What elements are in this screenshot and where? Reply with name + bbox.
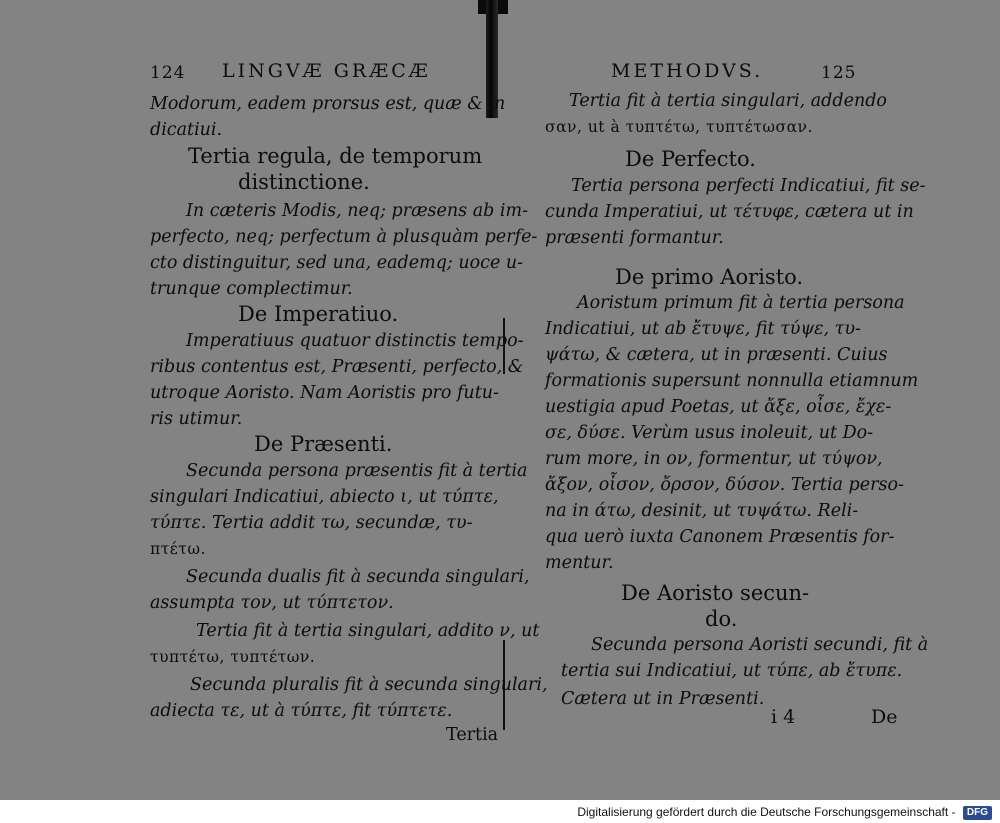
funding-credit-text: Digitalisierung gefördert durch die Deutsche Forschungsgemeinschaft - bbox=[577, 805, 956, 820]
text-line: uestigia apud Poetas, ut ἄξε, οἶσε, ἔχε- bbox=[545, 397, 892, 417]
section-heading: De Imperatiuo. bbox=[238, 302, 399, 326]
text-line: In cæteris Modis, neq; præsens ab im- bbox=[186, 201, 529, 221]
funding-credit-bar bbox=[0, 802, 1000, 823]
left-running-head: LINGVÆ GRÆCÆ bbox=[222, 60, 431, 82]
text-line: cunda Imperatiui, ut τέτυφε, cætera ut in bbox=[545, 202, 914, 222]
text-line: Tertia persona perfecti Indicatiui, fit se- bbox=[571, 176, 926, 196]
text-line: ris utimur. bbox=[150, 409, 243, 429]
signature-mark: i 4 bbox=[771, 706, 796, 728]
section-heading: De Aoristo secun- bbox=[621, 581, 810, 605]
left-page-number: 124 bbox=[150, 63, 186, 83]
catchword: De bbox=[871, 706, 898, 728]
text-line: τύπτε. Tertia addit τω, secundæ, τυ- bbox=[150, 513, 473, 533]
right-running-head: METHODVS. bbox=[611, 60, 764, 82]
text-line: ribus contentus est, Præsenti, perfecto, & bbox=[150, 357, 524, 377]
text-line: Cætera ut in Præsenti. bbox=[561, 689, 765, 709]
text-line: τυπτέτω, τυπτέτων. bbox=[150, 648, 316, 666]
text-line: Imperatiuus quatuor distinctis tempo- bbox=[186, 331, 524, 351]
section-heading: De Perfecto. bbox=[625, 147, 756, 171]
catchword: Tertia bbox=[446, 725, 499, 745]
text-line: Indicatiui, ut ab ἔτυψε, fit τύψε, τυ- bbox=[545, 319, 861, 339]
text-line: dicatiui. bbox=[150, 120, 223, 140]
text-line: tertia sui Indicatiui, ut τύπε, ab ἔτυπε. bbox=[561, 661, 903, 681]
section-heading: do. bbox=[705, 607, 738, 631]
text-line: singulari Indicatiui, abiecto ι, ut τύπτε, bbox=[150, 487, 499, 507]
section-heading: distinctione. bbox=[238, 170, 370, 194]
text-line: ἄξον, οἶσον, ὄρσον, δύσον. Tertia perso- bbox=[545, 475, 904, 495]
section-heading: Tertia regula, de temporum bbox=[188, 144, 483, 168]
text-line: πτέτω. bbox=[150, 540, 206, 558]
text-line: adiecta τε, ut à τύπτε, fit τύπτετε. bbox=[150, 701, 453, 721]
text-line: Tertia fit à tertia singulari, addendo bbox=[569, 91, 887, 111]
right-page bbox=[545, 0, 929, 800]
text-line: Secunda persona Aoristi secundi, fit à bbox=[591, 635, 929, 655]
text-line: Aoristum primum fit à tertia persona bbox=[577, 293, 905, 313]
text-line: præsenti formantur. bbox=[545, 228, 724, 248]
text-line: ψάτω, & cætera, ut in præsenti. Cuius bbox=[545, 345, 888, 365]
text-line: Secunda dualis fit à secunda singulari, bbox=[186, 567, 530, 587]
text-line: mentur. bbox=[545, 553, 614, 573]
dfg-logo: DFG bbox=[963, 806, 992, 820]
text-line: qua uerò iuxta Canonem Præsentis for- bbox=[545, 527, 895, 547]
text-line: Secunda persona præsentis fit à tertia bbox=[186, 461, 528, 481]
text-line: formationis supersunt nonnulla etiamnum bbox=[545, 371, 919, 391]
text-line: rum more, in ον, formentur, ut τύψον, bbox=[545, 449, 883, 469]
left-page bbox=[150, 0, 548, 800]
right-running-header bbox=[545, 60, 890, 90]
text-line: utroque Aoristo. Nam Aoristis pro futu- bbox=[150, 383, 499, 403]
text-line: σε, δύσε. Verùm usus inoleuit, ut Do- bbox=[545, 423, 874, 443]
text-line: Tertia fit à tertia singulari, addito ν, ut bbox=[196, 621, 540, 641]
text-line: na in άτω, desinit, ut τυψάτω. Reli- bbox=[545, 501, 859, 521]
right-page-number: 125 bbox=[821, 63, 857, 83]
text-line: assumpta τον, ut τύπτετον. bbox=[150, 593, 394, 613]
left-running-header bbox=[150, 60, 495, 90]
text-line: trunque complectimur. bbox=[150, 279, 353, 299]
section-heading: De Præsenti. bbox=[254, 432, 393, 456]
text-line: σαν, ut à τυπτέτω, τυπτέτωσαν. bbox=[545, 118, 813, 136]
text-line: Secunda pluralis fit à secunda singulari, bbox=[190, 675, 548, 695]
text-line: cto distinguitur, sed una, eademq; uoce u- bbox=[150, 253, 524, 273]
text-line: perfecto, neq; perfectum à plusquàm perfe- bbox=[150, 227, 538, 247]
text-line: Modorum, eadem prorsus est, quæ & in bbox=[150, 94, 506, 114]
section-heading: De primo Aoristo. bbox=[615, 265, 804, 289]
